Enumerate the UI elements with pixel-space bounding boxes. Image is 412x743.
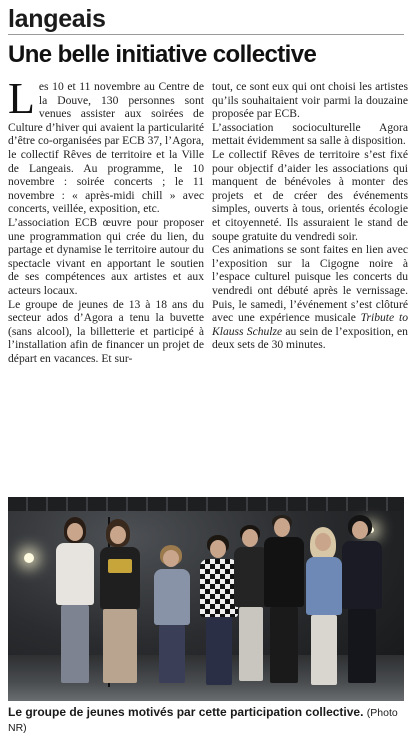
paragraph-3: Le groupe de jeunes de 13 à 18 ans du secteur ados d’Agora a tenu la buvette (sans alcool), la billetterie et participé à l’installation afin de financer un projet de départ en vacances. Et sur- xyxy=(8,297,204,365)
paragraph-7 xyxy=(212,243,408,352)
paragraph-2: L’association ECB œuvre pour proposer une programmation qui crée du lien, du partage et dynamise le territoire autour du spectacle vivant en apportant le soutien de ses compétences aux artistes et aux acteurs locaux. xyxy=(8,215,204,297)
photo-credit: (Photo NR) xyxy=(8,707,398,734)
stage-light xyxy=(24,553,34,563)
photo-caption xyxy=(8,705,404,735)
paragraph-6: Le collectif Rêves de territoire s’est fixé pour objectif d’aider les associations qui manquent de bénévoles à monter des projets et de créer des événements simples, ouverts à tous, orientés écologie et citoyenneté. Ils assuraient le stand de soupe gratuite du vendredi soir. xyxy=(212,147,408,243)
paragraph-7-tail: au sein de l’exposition, en deux sets de 30 minutes. xyxy=(212,324,408,352)
dropcap: L xyxy=(8,74,35,123)
caption-text: Le groupe de jeunes motivés par cette participation collective. xyxy=(8,705,364,719)
column-right xyxy=(212,80,408,352)
headline: Une belle initiative collective xyxy=(8,41,317,68)
paragraph-7-text: Ces animations se sont faites en lien avec l’exposition sur la Cigogne noire à l’espace culturel puisque les concerts du vendredi ont débuté après le vernissage. Puis, le samedi, l’événement s’est clôturé avec une expérience musicale xyxy=(212,243,408,325)
paragraph-5: L’association socioculturelle Agora mettait évidemment sa salle à disposition. xyxy=(212,120,408,148)
paragraph-1 xyxy=(8,74,204,216)
paragraph-4: tout, ce sont eux qui ont choisi les artistes qu’ils souhaitaient voir parmi la douzaine proposée par ECB. xyxy=(212,80,408,121)
section-rule xyxy=(8,34,404,35)
ceiling-rig xyxy=(8,497,404,511)
column-left xyxy=(8,74,204,365)
group-photo xyxy=(8,497,404,701)
event-title: Tribute to Klauss Schulze xyxy=(212,311,408,338)
section-title: langeais xyxy=(8,5,106,33)
paragraph-1-text: es 10 et 11 novembre au Centre de la Douve, 130 personnes sont venues assister aux soirées de Culture d’hiver qui avaient la particularité d’être co-organisées par ECB 37, l’Agora, le collectif Rêves de territoire et la Ville de Langeais. Au programme, le 10 novembre : soirée concerts ; le 11 novembre : « après-midi chill » avec concerts, veillée, exposition, etc. xyxy=(8,80,204,216)
